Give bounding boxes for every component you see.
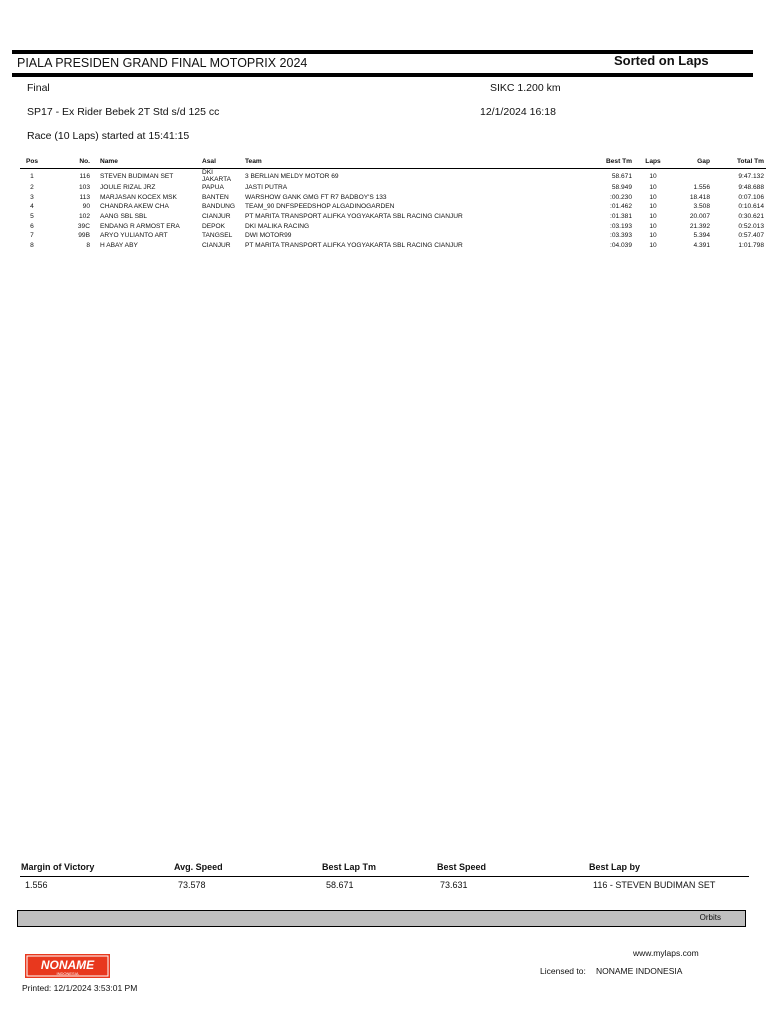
cell-gap: 4.391 bbox=[693, 241, 710, 249]
cell-total: 1:01.798 bbox=[738, 241, 764, 249]
logo-subtext: INDONESIA bbox=[56, 971, 79, 976]
printed-timestamp: Printed: 12/1/2024 3:53:01 PM bbox=[22, 983, 138, 993]
cell-asal: CIANJUR bbox=[202, 213, 231, 221]
cell-pos: 3 bbox=[30, 193, 34, 201]
cell-name: ENDANG R ARMOST ERA bbox=[100, 222, 180, 230]
table-row bbox=[20, 231, 766, 241]
table-row bbox=[20, 202, 766, 212]
cell-laps: 10 bbox=[649, 232, 657, 240]
cell-pos: 4 bbox=[30, 203, 34, 211]
cell-gap bbox=[672, 169, 712, 184]
cell-gap: 21.392 bbox=[689, 222, 710, 230]
track-label: SIKC 1.200 km bbox=[490, 82, 561, 94]
margin-value: 1.556 bbox=[25, 880, 48, 890]
cell-no: 99B bbox=[78, 232, 90, 240]
cell-laps: 10 bbox=[649, 172, 657, 180]
col-best: Best Tm bbox=[605, 158, 632, 165]
cell-name: JOULE RIZAL JRZ bbox=[100, 184, 156, 192]
header-rule bbox=[12, 73, 753, 77]
cell-total: 9:47.132 bbox=[738, 172, 764, 180]
cell-no: 90 bbox=[82, 203, 90, 211]
website-link[interactable]: www.mylaps.com bbox=[633, 948, 699, 958]
cell-asal: BANDUNG bbox=[202, 203, 235, 211]
best-lap-by-value: 116 - STEVEN BUDIMAN SET bbox=[593, 880, 716, 890]
col-no: No. bbox=[79, 158, 90, 165]
cell-pos: 5 bbox=[30, 213, 34, 221]
cell-asal: CIANJUR bbox=[202, 241, 231, 249]
best-speed-value: 73.631 bbox=[440, 880, 468, 890]
cell-pos: 2 bbox=[30, 184, 34, 192]
table-row bbox=[20, 183, 766, 193]
col-total: Total Tm bbox=[737, 158, 764, 165]
licensed-value: NONAME INDONESIA bbox=[596, 966, 683, 976]
orbits-bar bbox=[17, 910, 746, 927]
race-info: Race (10 Laps) started at 15:41:15 bbox=[27, 130, 190, 142]
cell-name: AANG SBL SBL bbox=[100, 213, 148, 221]
table-row bbox=[20, 241, 766, 251]
table-row bbox=[20, 193, 766, 203]
cell-gap: 20.007 bbox=[689, 213, 710, 221]
cell-team: TEAM_90 DNFSPEEDSHOP ALGADINOGARDEN bbox=[245, 203, 395, 211]
cell-gap: 5.394 bbox=[693, 232, 710, 240]
licensed-label: Licensed to: bbox=[540, 966, 586, 976]
cell-no: 8 bbox=[86, 241, 90, 249]
cell-no: 103 bbox=[78, 184, 90, 192]
col-name: Name bbox=[100, 158, 118, 165]
col-laps: Laps bbox=[645, 158, 661, 165]
cell-total: 0:07.106 bbox=[738, 193, 764, 201]
cell-total: 0:10.614 bbox=[738, 203, 764, 211]
best-lap-by-label: Best Lap by bbox=[589, 862, 641, 872]
col-pos: Pos bbox=[25, 158, 39, 165]
avg-speed-label: Avg. Speed bbox=[174, 862, 223, 872]
cell-best: :04.039 bbox=[610, 241, 632, 249]
cell-gap: 3.508 bbox=[693, 203, 710, 211]
session-label: Final bbox=[27, 82, 50, 94]
cell-best: 58.671 bbox=[611, 172, 632, 180]
best-speed-label: Best Speed bbox=[437, 862, 487, 872]
datetime-label: 12/1/2024 16:18 bbox=[480, 106, 556, 118]
cell-no: 113 bbox=[79, 193, 90, 201]
cell-laps: 10 bbox=[649, 203, 657, 211]
cell-best: :03.393 bbox=[610, 232, 632, 240]
cell-no: 102 bbox=[78, 213, 90, 221]
cell-laps: 10 bbox=[649, 193, 657, 201]
cell-team: JASTI PUTRA bbox=[245, 184, 288, 192]
cell-pos: 7 bbox=[30, 232, 34, 240]
table-row bbox=[20, 212, 766, 222]
margin-label: Margin of Victory bbox=[21, 862, 95, 872]
cell-total: 0:57.407 bbox=[738, 232, 764, 240]
cell-total: 0:30.621 bbox=[738, 213, 764, 221]
cell-laps: 10 bbox=[649, 241, 657, 249]
cell-laps: 10 bbox=[649, 213, 657, 221]
avg-speed-value: 73.578 bbox=[178, 880, 206, 890]
event-title: PIALA PRESIDEN GRAND FINAL MOTOPRIX 2024 bbox=[17, 56, 308, 70]
cell-no: 39C bbox=[77, 222, 90, 230]
col-gap: Gap bbox=[697, 158, 710, 165]
cell-best: 58.949 bbox=[611, 184, 632, 192]
best-lap-value: 58.671 bbox=[326, 880, 354, 890]
cell-laps: 10 bbox=[649, 222, 657, 230]
best-lap-label: Best Lap Tm bbox=[322, 862, 377, 872]
cell-best: :01.381 bbox=[610, 213, 632, 221]
cell-total: 0:52.013 bbox=[738, 222, 764, 230]
sort-label: Sorted on Laps bbox=[614, 53, 709, 68]
cell-team: PT MARITA TRANSPORT ALIFKA YOGYAKARTA SBL RACING CIANJUR bbox=[245, 241, 463, 249]
cell-name: CHANDRA AKEW CHA bbox=[100, 203, 169, 211]
cell-team: 3 BERLIAN MELDY MOTOR 69 bbox=[245, 172, 339, 180]
cell-name: H ABAY ABY bbox=[100, 241, 138, 249]
results-header-row bbox=[20, 155, 766, 169]
cell-pos: 6 bbox=[30, 222, 34, 230]
cell-best: :00.230 bbox=[610, 193, 632, 201]
cell-asal: DKI JAKARTA bbox=[202, 169, 232, 183]
cell-total: 9:48.688 bbox=[738, 184, 764, 192]
results-table bbox=[20, 155, 766, 250]
summary-rule bbox=[20, 876, 749, 877]
cell-team: WARSHOW GANK GMG FT R7 BADBOY'S 133 bbox=[245, 193, 387, 201]
cell-team: PT MARITA TRANSPORT ALIFKA YOGYAKARTA SBL RACING CIANJUR bbox=[245, 213, 463, 221]
orbits-label: Orbits bbox=[699, 913, 721, 922]
table-row bbox=[20, 221, 766, 231]
cell-pos: 8 bbox=[30, 241, 34, 249]
logo-text: NONAME bbox=[40, 958, 95, 972]
cell-pos: 1 bbox=[30, 172, 34, 180]
cell-no: 116 bbox=[79, 172, 90, 180]
cell-team: DKI MALIKA RACING bbox=[245, 222, 310, 230]
cell-best: :01.462 bbox=[610, 203, 632, 211]
class-label: SP17 - Ex Rider Bebek 2T Std s/d 125 cc bbox=[27, 106, 220, 118]
cell-asal: TANGSEL bbox=[202, 232, 233, 240]
cell-asal: BANTEN bbox=[202, 193, 229, 201]
cell-best: :03.193 bbox=[610, 222, 632, 230]
cell-asal: PAPUA bbox=[202, 184, 224, 192]
col-team: Team bbox=[245, 158, 262, 165]
cell-name: ARYO YULIANTO ART bbox=[100, 232, 168, 240]
noname-logo bbox=[25, 954, 110, 978]
cell-team: DWI MOTOR99 bbox=[245, 232, 292, 240]
cell-name: STEVEN BUDIMAN SET bbox=[100, 172, 174, 180]
cell-asal: DEPOK bbox=[202, 222, 226, 230]
col-asal: Asal bbox=[202, 158, 216, 165]
cell-name: MARJASAN KOCEX MSK bbox=[100, 193, 177, 201]
cell-laps: 10 bbox=[649, 184, 657, 192]
cell-gap: 18.418 bbox=[689, 193, 710, 201]
cell-gap: 1.556 bbox=[693, 184, 710, 192]
table-row bbox=[20, 169, 766, 184]
